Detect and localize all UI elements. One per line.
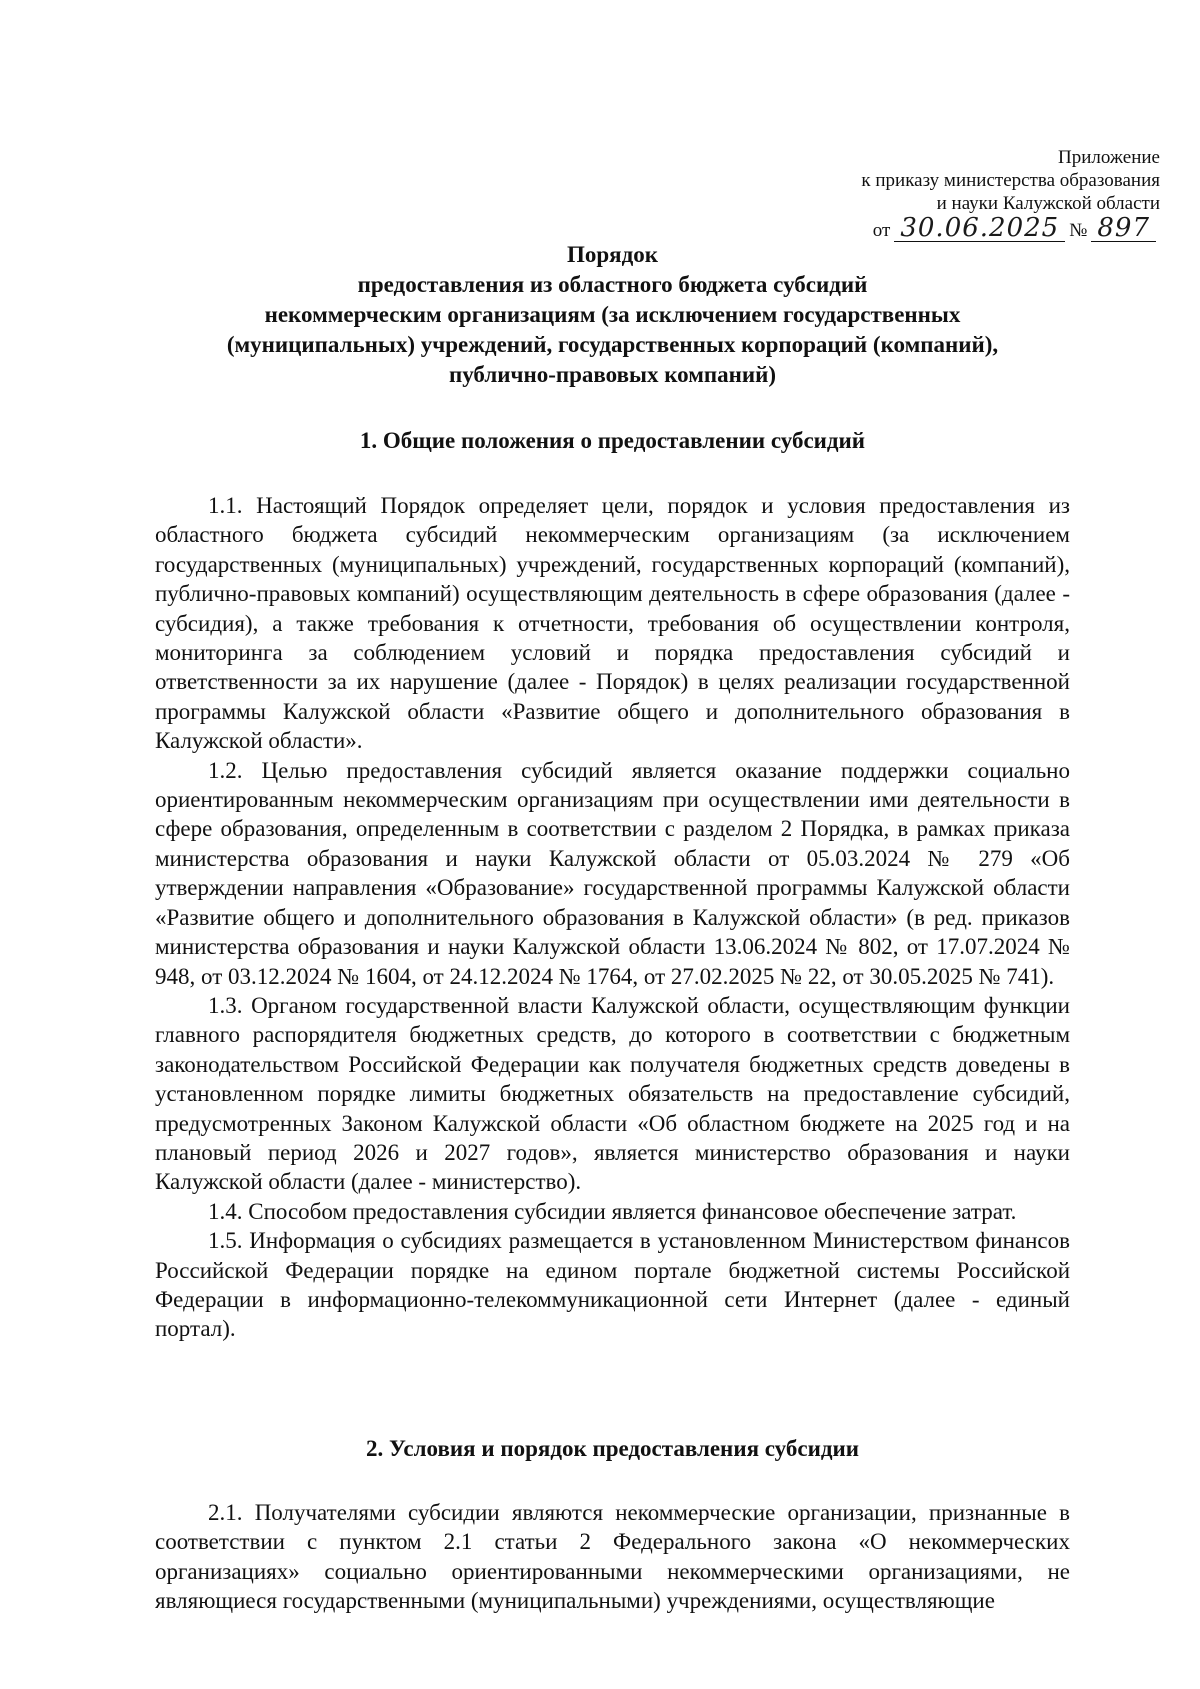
appendix-block bbox=[640, 146, 1160, 242]
paragraph-1-4: 1.4. Способом предоставления субсидии является финансовое обеспечение затрат. bbox=[208, 1198, 1017, 1224]
paragraph-2-1: 2.1. Получателями субсидии являются некоммерческие организации, признанные в соответствии с пунктом 2.1 статьи 2 Федерального закона «О некоммерческих организациях» социально ориентированными некоммерческими организациями, не являющиеся государственными (муниципальными) учреждениями, осуществляющие bbox=[155, 1500, 1070, 1614]
paragraph-1-1: 1.1. Настоящий Порядок определяет цели, порядок и условия предоставления из областного бюджета субсидий некоммерческим организациям (за исключением государственных (муниципальных) учреждений, государственных корпораций (компаний), публично-правовых компаний) осуществляющим деятельность в сфере образования (далее - субсидия), а также требования к отчетности, требования об осуществлении контроля, мониторинга за соблюдением условий и порядка предоставления субсидий и ответственности за их нарушение (далее - Порядок) в целях реализации государственной программы Калужской области «Развитие общего и дополнительного образования в Калужской области». bbox=[155, 493, 1070, 754]
ot-label: от bbox=[872, 220, 891, 241]
handwritten-number: 897 bbox=[1091, 215, 1156, 242]
title-line-1: Порядок bbox=[566, 242, 658, 267]
section-2-body bbox=[155, 1498, 1070, 1616]
title-line-4: (муниципальных) учреждений, государственных корпораций (компаний), bbox=[226, 332, 999, 357]
number-sign: № bbox=[1069, 220, 1088, 241]
paragraph-1-3: 1.3. Органом государственной власти Калужской области, осуществляющим функции главного распорядителя бюджетных средств, до которого в соответствии с бюджетным законодательством Российской Федерации как получателя бюджетных средств доведены в установленном порядке лимиты бюджетных обязательств на предоставление субсидий, предусмотренных Законом Калужской области «Об областном бюджете на 2025 год и на плановый период 2026 и 2027 годов», является министерство образования и науки Калужской области (далее - министерство). bbox=[155, 992, 1070, 1195]
document-title bbox=[150, 240, 1075, 390]
date-number-row bbox=[873, 215, 1160, 242]
title-line-5: публично-правовых компаний) bbox=[448, 362, 777, 387]
title-line-3: некоммерческим организациям (за исключением государственных bbox=[264, 302, 961, 327]
paragraph-1-5: 1.5. Информация о субсидиях размещается в установленном Министерством финансов Российской Федерации порядке на едином портале бюджетной системы Российской Федерации в информационно-телекоммуникационной сети Интернет (далее - единый портал). bbox=[155, 1228, 1070, 1342]
section-1-heading: 1. Общие положения о предоставлении субсидий bbox=[359, 428, 866, 453]
appendix-label: Приложение bbox=[1058, 147, 1160, 168]
appendix-ministry-line: и науки Калужской области bbox=[936, 193, 1160, 214]
appendix-date-row bbox=[640, 215, 1160, 242]
title-line-2: предоставления из областного бюджета субсидий bbox=[357, 272, 868, 297]
section-2-heading: 2. Условия и порядок предоставления субсидии bbox=[366, 1436, 859, 1461]
appendix-order-line: к приказу министерства образования bbox=[861, 170, 1160, 191]
paragraph-1-2: 1.2. Целью предоставления субсидий является оказание поддержки социально ориентированным некоммерческим организациям при осуществлении ими деятельности в сфере образования, определенным в соответствии с разделом 2 Порядка, в рамках приказа министерства образования и науки Калужской области от 05.03.2024 № 279 «Об утверждении направления «Образование» государственной программы Калужской области «Развитие общего и дополнительного образования в Калужской области» (в ред. приказов министерства образования и науки Калужской области 13.06.2024 № 802, от 17.07.2024 № 948, от 03.12.2024 № 1604, от 24.12.2024 № 1764, от 27.02.2025 № 22, от 30.05.2025 № 741). bbox=[155, 757, 1070, 989]
section-1-body bbox=[155, 491, 1070, 1344]
handwritten-date: 30.06.2025 bbox=[894, 215, 1065, 242]
